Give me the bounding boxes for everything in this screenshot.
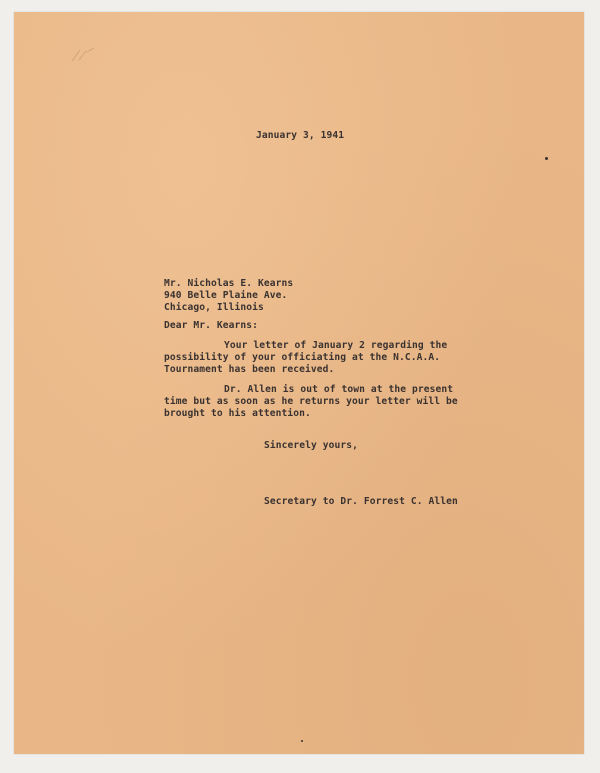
ink-speck: [545, 157, 548, 160]
ink-speck: [301, 740, 303, 742]
pencil-mark-icon: [70, 46, 100, 64]
paragraph2-line: time but as soon as he returns your letter will be: [164, 396, 458, 407]
letter-paper: [14, 12, 584, 754]
paragraph1-line: Tournament has been received.: [164, 364, 335, 375]
paragraph1-line: possibility of your officiating at the N.C.A.A.: [164, 352, 441, 363]
recipient-city: Chicago, Illinois: [164, 302, 264, 313]
salutation: Dear Mr. Kearns:: [164, 320, 259, 331]
paragraph1-line: Your letter of January 2 regarding the: [224, 340, 448, 351]
paragraph2-line: Dr. Allen is out of town at the present: [224, 384, 454, 395]
paragraph2-line: brought to his attention.: [164, 408, 311, 419]
letter-date: January 3, 1941: [256, 130, 345, 141]
closing: Sincerely yours,: [264, 440, 359, 451]
recipient-name: Mr. Nicholas E. Kearns: [164, 278, 294, 289]
signature-block: Secretary to Dr. Forrest C. Allen: [264, 496, 458, 507]
recipient-street: 940 Belle Plaine Ave.: [164, 290, 288, 301]
